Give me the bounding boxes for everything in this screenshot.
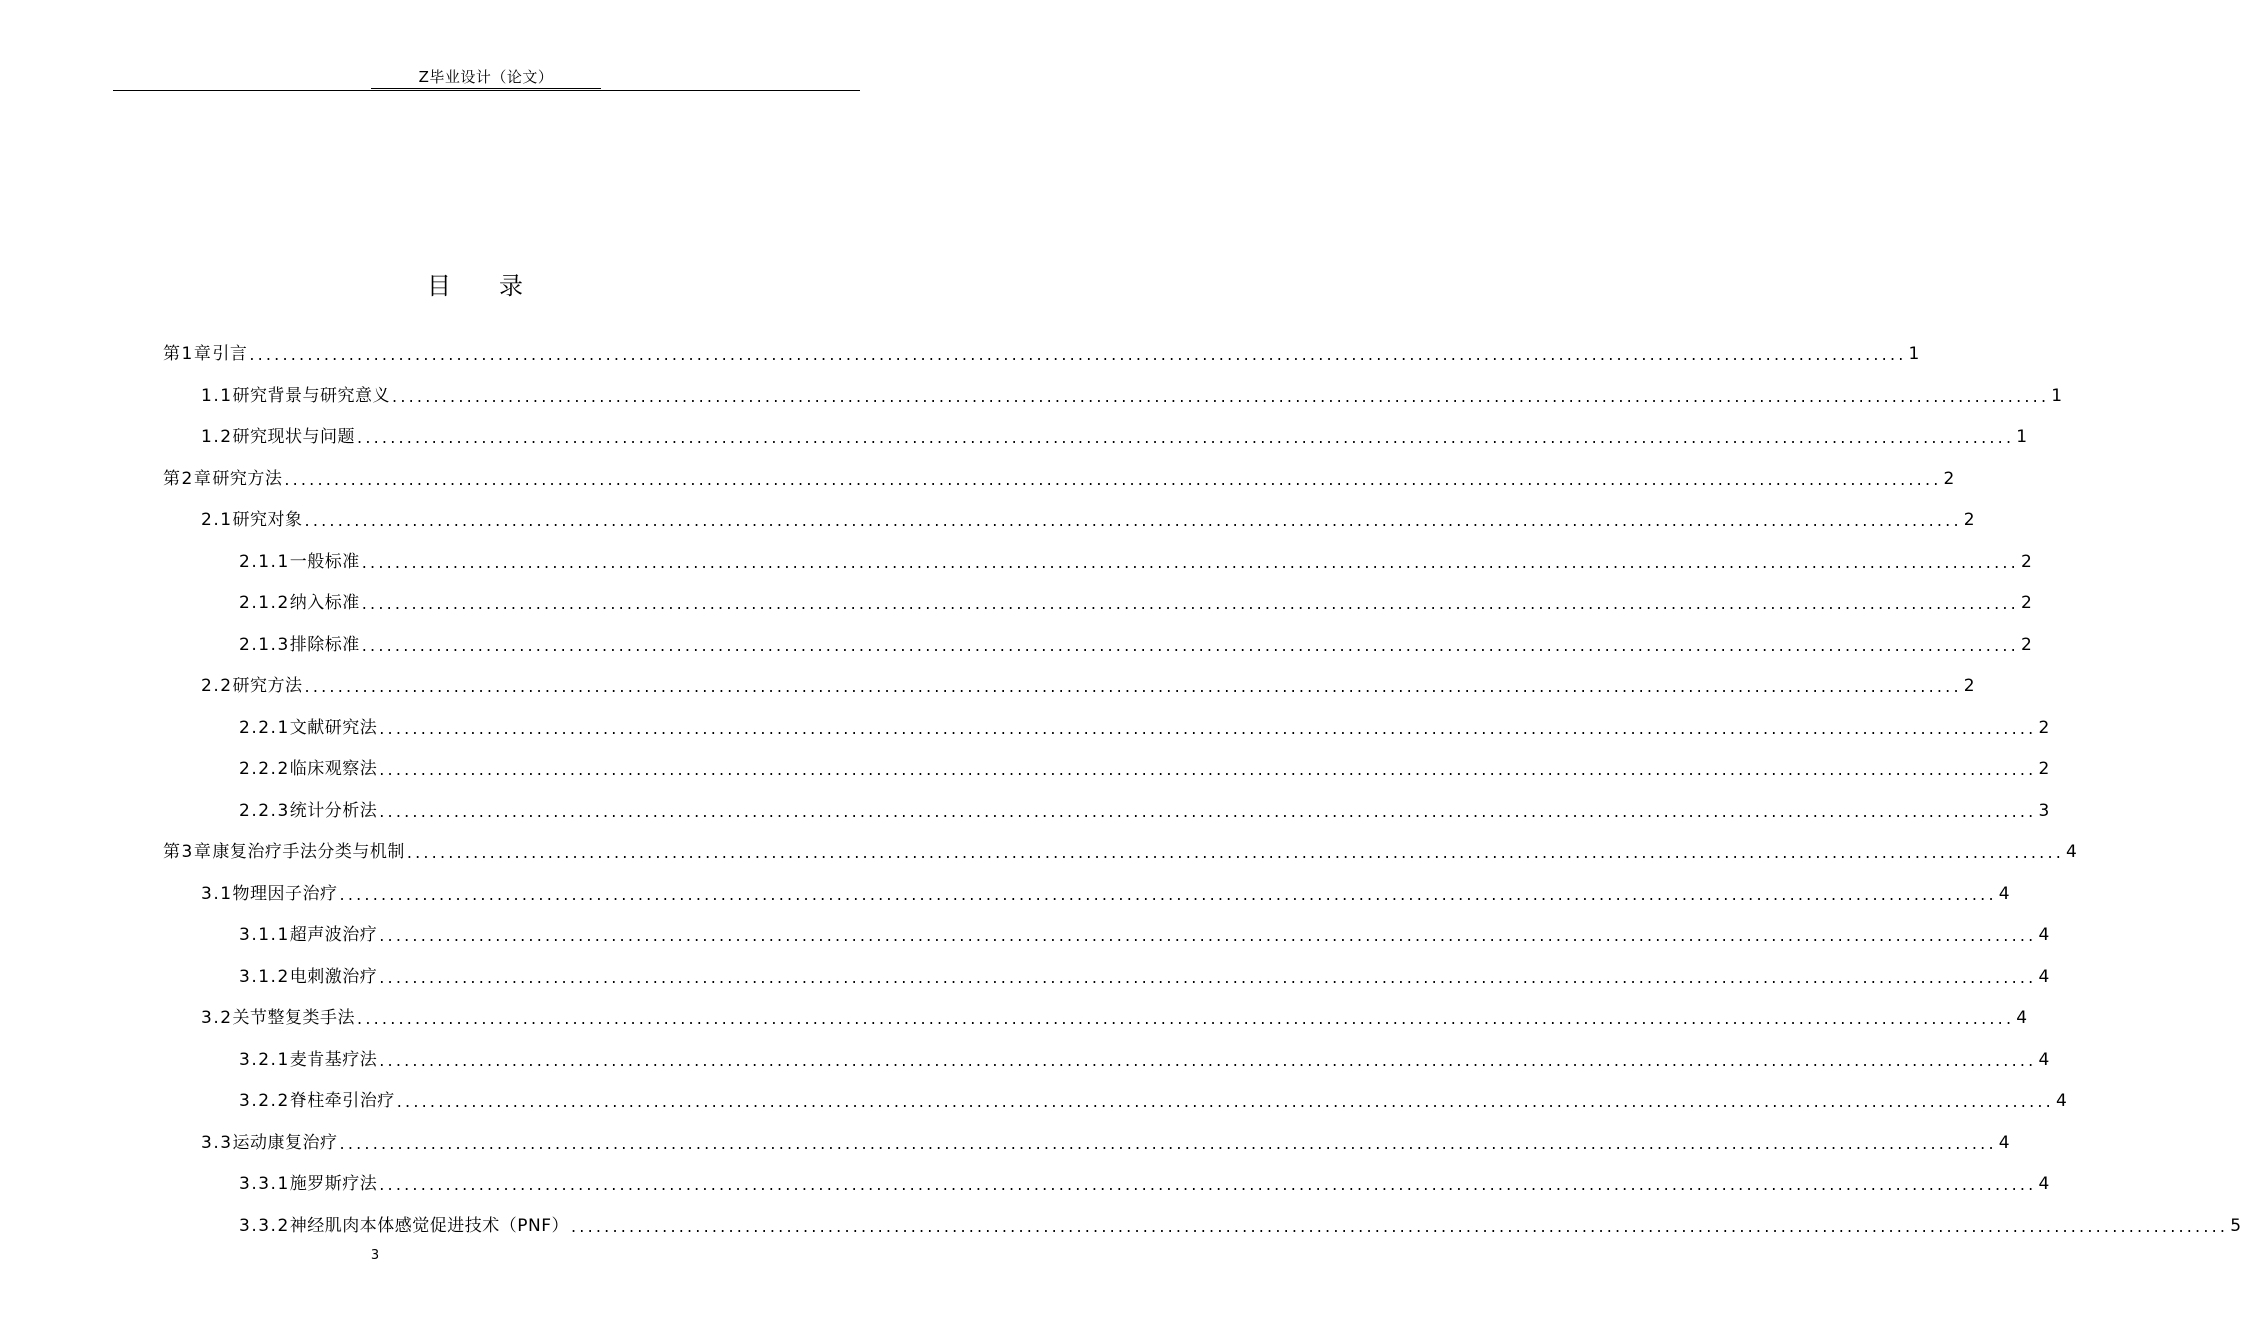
toc-entry[interactable]: [239, 958, 2050, 988]
toc-entry-page: 2: [2020, 593, 2032, 613]
toc-entry-title: 研究方法: [212, 468, 283, 489]
toc-entry-title: 一般标准: [289, 551, 360, 572]
toc-entry-title: 超声波治疗: [289, 925, 378, 945]
toc-entry-title: 排除标准: [289, 634, 360, 655]
toc-entry[interactable]: [239, 916, 2050, 946]
toc-title-char-1: 目: [427, 272, 451, 300]
toc-entry[interactable]: [239, 1207, 2241, 1237]
toc-leader-dots: ........................................................................................................................................................................................................: [406, 843, 2065, 862]
toc-entry-page: 2: [2038, 759, 2050, 779]
toc-entry-number: 第3章: [163, 842, 213, 862]
toc-entry[interactable]: [239, 584, 2032, 614]
toc-entry[interactable]: [201, 377, 2063, 407]
toc-entry[interactable]: [239, 750, 2050, 780]
toc-entry[interactable]: [163, 833, 2077, 863]
toc-entry-title: 关节整复类手法: [232, 1008, 356, 1028]
toc-leader-dots: ........................................................................................................................................................................................................: [249, 345, 1907, 364]
toc-entry-number: 3.1.2: [239, 966, 290, 987]
toc-entry[interactable]: [201, 999, 2028, 1029]
toc-entry-title: 康复治疗手法分类与机制: [212, 842, 405, 862]
toc-entry-number: 第1章: [163, 344, 213, 364]
toc-entry[interactable]: [239, 792, 2050, 822]
toc-leader-dots: ........................................................................................................................................................................................................: [379, 967, 2037, 987]
toc-entry-number: 3.3: [201, 1132, 233, 1153]
toc-entry-page: 4: [2066, 842, 2077, 862]
toc-entry-number: 3.3.1: [239, 1174, 290, 1194]
toc-entry-page: 1: [2051, 385, 2063, 406]
running-header: Z毕业设计（论文）: [371, 68, 601, 89]
toc-entry-page: 5: [2230, 1215, 2241, 1236]
toc-entry-number: 3.1.1: [239, 925, 290, 945]
toc-entry-title: 研究对象: [232, 510, 303, 530]
toc-entry[interactable]: [201, 501, 1975, 531]
toc-entry-title: 施罗斯疗法: [289, 1174, 378, 1194]
toc-leader-dots: ........................................................................................................................................................................................................: [284, 469, 1942, 489]
toc-entry-title: 引言: [212, 344, 248, 364]
toc-entry-number: 2.1.2: [239, 593, 290, 613]
toc-entry[interactable]: [163, 460, 1955, 490]
page-number: 3: [370, 1248, 380, 1263]
toc-title-char-2: 录: [499, 272, 523, 300]
toc-leader-dots: ........................................................................................................................................................................................................: [379, 801, 2037, 821]
toc-leader-dots: ........................................................................................................................................................................................................: [379, 718, 2037, 738]
toc-entry-page: 4: [2038, 925, 2050, 945]
toc-entry[interactable]: [201, 875, 2010, 905]
toc-entry-number: 2.2.1: [239, 717, 290, 738]
toc-leader-dots: ........................................................................................................................................................................................................: [339, 884, 1997, 904]
toc-entry-number: 2.1: [201, 510, 233, 530]
toc-entry-page: 1: [1908, 344, 1920, 364]
toc-leader-dots: ........................................................................................................................................................................................................: [361, 594, 2019, 613]
toc-entry[interactable]: [239, 1165, 2050, 1195]
toc-entry[interactable]: [239, 543, 2032, 573]
toc-entry-page: 4: [2038, 1049, 2050, 1070]
toc-entry-page: 1: [2016, 427, 2028, 447]
toc-entry-number: 1.1: [201, 385, 233, 406]
toc-leader-dots: ........................................................................................................................................................................................................: [357, 1009, 2015, 1028]
toc-entry-page: 3: [2038, 800, 2050, 821]
toc-entry-page: 4: [2038, 1174, 2050, 1194]
toc-entry-page: 2: [2038, 717, 2050, 738]
toc-leader-dots: ........................................................................................................................................................................................................: [379, 1175, 2037, 1194]
toc-entry-page: 2: [2020, 634, 2032, 655]
toc-entry-title: 物理因子治疗: [232, 883, 338, 904]
toc-leader-dots: ........................................................................................................................................................................................................: [304, 677, 1962, 696]
toc-entry-number: 1.2: [201, 427, 233, 447]
toc-entry-number: 2.1.1: [239, 551, 290, 572]
toc-leader-dots: ........................................................................................................................................................................................................: [339, 1133, 1997, 1153]
toc-entry-number: 3.1: [201, 883, 233, 904]
toc-leader-dots: ........................................................................................................................................................................................................: [357, 428, 2015, 447]
toc-leader-dots: ........................................................................................................................................................................................................: [304, 511, 1962, 530]
toc-entry[interactable]: [163, 335, 1920, 365]
toc-entry-title: 电刺激治疗: [289, 966, 378, 987]
toc-entry-title: 麦肯基疗法: [289, 1049, 378, 1070]
toc-entry-page: 2: [1943, 468, 1955, 489]
toc-entry-title: 纳入标准: [289, 593, 360, 613]
toc-entry-page: 4: [2038, 966, 2050, 987]
toc-entry[interactable]: [239, 626, 2032, 656]
toc-leader-dots: ........................................................................................................................................................................................................: [379, 1050, 2037, 1070]
toc-leader-dots: ........................................................................................................................................................................................................: [396, 1092, 2054, 1111]
toc-leader-dots: ........................................................................................................................................................................................................: [361, 635, 2019, 655]
toc-entry-page: 2: [2020, 551, 2032, 572]
toc-leader-dots: ........................................................................................................................................................................................................: [571, 1216, 2229, 1236]
toc-entry-title: 临床观察法: [289, 759, 378, 779]
header-rule: [113, 90, 860, 91]
toc-entry-number: 3.3.2: [239, 1215, 290, 1236]
toc-entry-title: 研究现状与问题: [232, 427, 356, 447]
toc-entry[interactable]: [201, 1124, 2010, 1154]
toc-entry-number: 2.2.2: [239, 759, 290, 779]
toc-title: [0, 270, 950, 302]
toc-entry[interactable]: [239, 1082, 2067, 1112]
toc-entry-number: 3.2: [201, 1008, 233, 1028]
toc-leader-dots: ........................................................................................................................................................................................................: [361, 552, 2019, 572]
toc-entry-title: 文献研究法: [289, 717, 378, 738]
toc-entry-number: 2.2: [201, 676, 233, 696]
toc-leader-dots: ........................................................................................................................................................................................................: [379, 926, 2037, 945]
toc-entry-page: 4: [1998, 883, 2010, 904]
toc-entry-page: 4: [2055, 1091, 2067, 1111]
toc-entry-page: 2: [1963, 510, 1975, 530]
toc-entry-number: 2.1.3: [239, 634, 290, 655]
toc-entry-title: 研究方法: [232, 676, 303, 696]
toc-entry-page: 2: [1963, 676, 1975, 696]
toc-entry-page: 4: [2016, 1008, 2028, 1028]
toc-entry[interactable]: [201, 418, 2028, 448]
toc-entry-number: 3.2.1: [239, 1049, 290, 1070]
toc-entry[interactable]: [201, 667, 1975, 697]
toc-entry[interactable]: [239, 1041, 2050, 1071]
toc-entry[interactable]: [239, 709, 2050, 739]
toc-entry-title: 神经肌肉本体感觉促进技术（PNF）: [289, 1215, 570, 1236]
toc-leader-dots: ........................................................................................................................................................................................................: [392, 386, 2050, 406]
toc-entry-number: 3.2.2: [239, 1091, 290, 1111]
toc-entry-title: 脊柱牵引治疗: [289, 1091, 395, 1111]
toc-entry-number: 第2章: [163, 468, 213, 489]
toc-entry-title: 统计分析法: [289, 800, 378, 821]
toc-leader-dots: ........................................................................................................................................................................................................: [379, 760, 2037, 779]
toc-entry-page: 4: [1998, 1132, 2010, 1153]
toc-entry-title: 研究背景与研究意义: [232, 385, 391, 406]
toc-entry-number: 2.2.3: [239, 800, 290, 821]
toc-entry-title: 运动康复治疗: [232, 1132, 338, 1153]
